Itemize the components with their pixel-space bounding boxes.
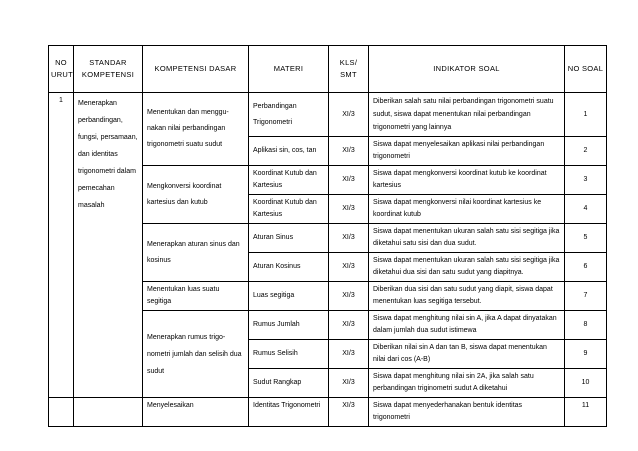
cell-no-soal: 7 [565,282,607,311]
cell-indikator: Siswa dapat menyelesaikan aplikasi nilai perbandingan trigonometri [369,137,565,166]
cell-no-soal: 5 [565,224,607,253]
cell-indikator: Diberikan dua sisi dan satu sudut yang diapit, siswa dapat menentukan luas segitiga tersebut. [369,282,565,311]
header-kompetensi-dasar: KOMPETENSI DASAR [143,46,249,93]
cell-kompetensi-dasar: Menerapkan aturan sinus dan kosinus [143,224,249,282]
cell-indikator: Siswa dapat mengkonversi koordinat kutub ke koordinat kartesius [369,166,565,195]
cell-indikator: Diberikan nilai sin A dan tan B, siswa dapat menentukan nilai dari cos (A-B) [369,340,565,369]
cell-no-soal: 8 [565,311,607,340]
cell-kls: XI/3 [329,253,369,282]
cell-kompetensi-dasar: Menyelesaikan [143,398,249,427]
header-no-urut: NO URUT [49,46,74,93]
cell-materi: Sudut Rangkap [249,369,329,398]
table-row [49,93,607,137]
cell-no-soal: 4 [565,195,607,224]
cell-indikator: Diberikan salah satu nilai perbandingan trigonometri suatu sudut, siswa dapat menentukan nilai perbandingan trigonometri yang lainnya [369,93,565,137]
cell-kompetensi-dasar: Mengkonversi koordinat kartesius dan kutub [143,166,249,224]
cell-no-soal: 10 [565,369,607,398]
cell-materi: Rumus Selisih [249,340,329,369]
header-kls-smt: KLS/ SMT [329,46,369,93]
cell-no-soal: 3 [565,166,607,195]
kisi-kisi-table [48,45,607,427]
cell-materi: Koordinat Kutub dan Kartesius [249,166,329,195]
cell-standar-kompetensi [74,398,143,427]
cell-kls: XI/3 [329,369,369,398]
cell-standar-kompetensi: Menerapkan perbandingan, fungsi, persamaan, dan identitas trigonometri dalam pemecahan masalah [74,93,143,398]
cell-kls: XI/3 [329,282,369,311]
header-materi: MATERI [249,46,329,93]
cell-materi: Aturan Kosinus [249,253,329,282]
cell-kls: XI/3 [329,224,369,253]
cell-no-soal: 1 [565,93,607,137]
header-indikator-soal: INDIKATOR SOAL [369,46,565,93]
cell-indikator: Siswa dapat menentukan ukuran salah satu sisi segitiga jika diketahui satu sisi dan dua sudut. [369,224,565,253]
cell-materi: Perbandingan Trigonometri [249,93,329,137]
cell-no-urut [49,398,74,427]
cell-kls: XI/3 [329,398,369,427]
cell-no-soal: 9 [565,340,607,369]
table-row [49,398,607,427]
cell-kls: XI/3 [329,340,369,369]
cell-no-urut: 1 [49,93,74,398]
cell-materi: Identitas Trigonometri [249,398,329,427]
cell-materi: Luas segitiga [249,282,329,311]
cell-materi: Aturan Sinus [249,224,329,253]
cell-no-soal: 2 [565,137,607,166]
cell-no-soal: 6 [565,253,607,282]
cell-indikator: Siswa dapat menentukan ukuran salah satu sisi segitiga jika diketahui dua sisi dan satu sudut yang diapitnya. [369,253,565,282]
cell-kls: XI/3 [329,311,369,340]
cell-kls: XI/3 [329,166,369,195]
cell-indikator: Siswa dapat menyederhanakan bentuk identitas trigonometri [369,398,565,427]
cell-no-soal: 11 [565,398,607,427]
cell-kompetensi-dasar: Menentukan dan menggu-nakan nilai perbandingan trigonometri suatu sudut [143,93,249,166]
cell-kls: XI/3 [329,195,369,224]
cell-indikator: Siswa dapat menghitung nilai sin A, jika A dapat dinyatakan dalam jumlah dua sudut istimewa [369,311,565,340]
cell-indikator: Siswa dapat mengkonversi nilai koordinat kartesius ke koordinat kutub [369,195,565,224]
cell-kls: XI/3 [329,93,369,137]
header-no-soal: NO SOAL [565,46,607,93]
cell-kls: XI/3 [329,137,369,166]
cell-kompetensi-dasar: Menentukan luas suatu segitiga [143,282,249,311]
cell-indikator: Siswa dapat menghitung nilai sin 2A, jika salah satu perbandingan triginometri sudut A diketahui [369,369,565,398]
header-row [49,46,607,93]
cell-materi: Rumus Jumlah [249,311,329,340]
cell-kompetensi-dasar: Menerapkan rumus trigo-nometri jumlah dan selisih dua sudut [143,311,249,398]
cell-materi: Koordinat Kutub dan Kartesius [249,195,329,224]
header-standar-kompetensi: STANDAR KOMPETENSI [74,46,143,93]
cell-materi: Aplikasi sin, cos, tan [249,137,329,166]
